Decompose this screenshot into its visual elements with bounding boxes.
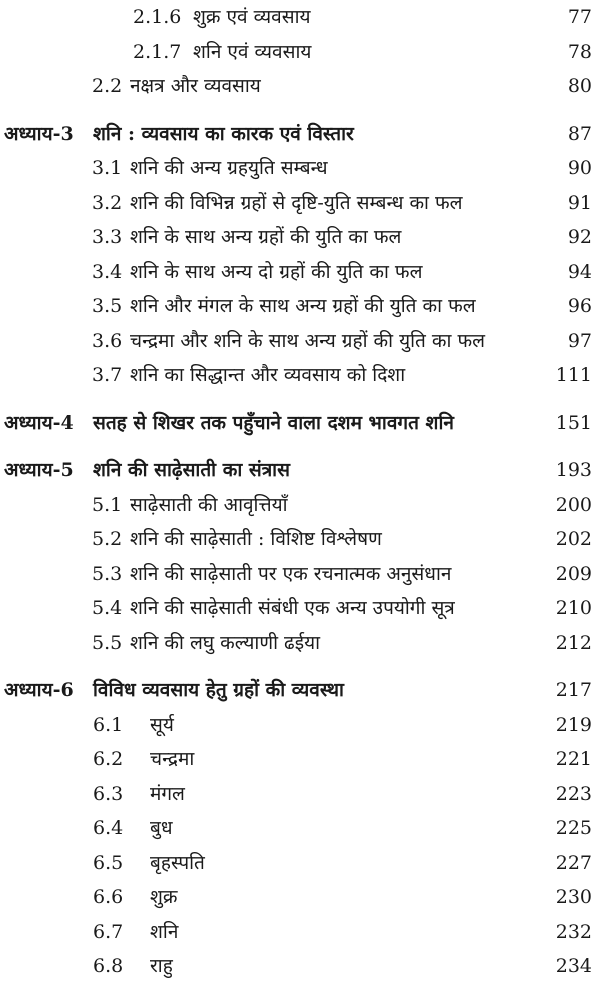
entry-number: 6.2 — [93, 748, 124, 770]
entry-page-number: 97 — [567, 329, 592, 352]
entry-title: शनि और मंगल के साथ अन्य ग्रहों की युति का फल — [130, 295, 476, 317]
entry-page-number: 77 — [567, 6, 592, 28]
entry-page-number: 87 — [567, 122, 592, 145]
toc-section-entry — [0, 220, 600, 255]
entry-number: 3.3 — [92, 226, 123, 248]
toc-chapter-entry — [0, 673, 600, 708]
entry-title: शनि — [150, 920, 179, 943]
entry-title: शनि की साढ़ेसाती संबंधी एक अन्य उपयोगी सूत्र — [130, 597, 455, 619]
toc-section-entry — [0, 69, 600, 104]
toc-section-entry — [0, 708, 600, 743]
entry-page-number: 151 — [555, 411, 592, 434]
entry-page-number: 230 — [555, 886, 592, 908]
entry-number: अध्याय-4 — [4, 411, 74, 434]
entry-title: नक्षत्र और व्यवसाय — [130, 75, 261, 97]
toc-chapter-entry — [0, 406, 600, 441]
entry-page-number: 193 — [555, 459, 592, 481]
entry-page-number: 219 — [555, 713, 592, 736]
toc-section-entry — [0, 35, 600, 70]
entry-number: 2.1.6 — [133, 6, 182, 28]
toc-section-entry — [0, 591, 600, 626]
entry-title: शनि की अन्य ग्रहयुति सम्बन्ध — [130, 157, 328, 179]
entry-title: शनि की साढ़ेसाती : विशिष्ट विश्लेषण — [130, 528, 382, 550]
entry-title: शनि की लघु कल्याणी ढईया — [130, 631, 321, 654]
toc-section-entry — [0, 151, 600, 186]
entry-number: अध्याय-3 — [4, 122, 74, 145]
entry-title: राहु — [150, 955, 173, 977]
toc-section-entry — [0, 880, 600, 915]
entry-title: शनि के साथ अन्य ग्रहों की युति का फल — [130, 226, 402, 248]
entry-page-number: 223 — [555, 782, 592, 805]
toc-section-entry — [0, 557, 600, 592]
entry-number: 6.8 — [93, 955, 124, 977]
entry-page-number: 90 — [567, 157, 592, 179]
entry-number: 6.1 — [93, 713, 124, 736]
entry-page-number: 209 — [555, 562, 592, 585]
entry-number: अध्याय-5 — [4, 459, 74, 481]
entry-page-number: 91 — [567, 191, 592, 214]
entry-page-number: 212 — [555, 631, 592, 654]
entry-number: 3.4 — [92, 260, 123, 283]
toc-section-entry — [0, 742, 600, 777]
toc-section-entry — [0, 522, 600, 557]
entry-number: 3.7 — [92, 364, 123, 386]
entry-title: चन्द्रमा और शनि के साथ अन्य ग्रहों की युति का फल — [130, 329, 485, 352]
entry-number: अध्याय-6 — [4, 679, 74, 701]
toc-section-entry — [0, 255, 600, 290]
entry-page-number: 217 — [555, 679, 592, 701]
toc-section-entry — [0, 0, 600, 35]
toc-section-entry — [0, 846, 600, 881]
toc-section-entry — [0, 777, 600, 812]
entry-number: 5.2 — [92, 528, 123, 550]
toc-chapter-entry — [0, 453, 600, 488]
entry-page-number: 200 — [555, 493, 592, 516]
entry-page-number: 202 — [555, 528, 592, 550]
toc-section-entry — [0, 324, 600, 359]
entry-title: चन्द्रमा — [150, 748, 195, 770]
entry-title: शनि एवं व्यवसाय — [193, 40, 312, 63]
entry-title: मंगल — [150, 782, 185, 805]
entry-page-number: 210 — [555, 597, 592, 619]
entry-title: शनि की साढ़ेसाती का संत्रास — [93, 459, 290, 481]
entry-number: 3.6 — [92, 329, 123, 352]
entry-page-number: 92 — [567, 226, 592, 248]
entry-number: 6.7 — [93, 920, 124, 943]
entry-title: शनि की विभिन्न ग्रहों से दृष्टि-युति सम्बन्ध का फल — [130, 191, 463, 214]
entry-title: शनि : व्यवसाय का कारक एवं विस्तार — [93, 122, 354, 145]
entry-number: 2.2 — [92, 75, 123, 97]
entry-number: 6.6 — [93, 886, 124, 908]
toc-section-entry — [0, 358, 600, 393]
entry-title: शनि की साढ़ेसाती पर एक रचनात्मक अनुसंधान — [130, 562, 452, 585]
entry-number: 5.5 — [92, 631, 123, 654]
entry-page-number: 94 — [567, 260, 592, 283]
entry-title: सतह से शिखर तक पहुँचाने वाला दशम भावगत शनि — [93, 411, 454, 434]
entry-page-number: 80 — [567, 75, 592, 97]
entry-title: शुक्र — [150, 886, 178, 908]
entry-number: 3.1 — [92, 157, 123, 179]
entry-title: बृहस्पति — [150, 851, 205, 874]
entry-page-number: 225 — [555, 817, 592, 839]
entry-title: शुक्र एवं व्यवसाय — [193, 6, 311, 28]
toc-section-entry — [0, 289, 600, 324]
entry-page-number: 221 — [555, 748, 592, 770]
entry-number: 2.1.7 — [133, 40, 182, 63]
entry-title: सूर्य — [150, 713, 174, 736]
toc-section-entry — [0, 949, 600, 984]
entry-title: विविध व्यवसाय हेतु ग्रहों की व्यवस्था — [93, 679, 344, 701]
entry-number: 5.3 — [92, 562, 123, 585]
entry-number: 6.5 — [93, 851, 124, 874]
entry-page-number: 234 — [555, 955, 592, 977]
toc-chapter-entry — [0, 117, 600, 152]
entry-page-number: 232 — [555, 920, 592, 943]
toc-section-entry — [0, 488, 600, 523]
entry-number: 5.4 — [92, 597, 123, 619]
entry-page-number: 96 — [567, 295, 592, 317]
entry-title: साढ़ेसाती की आवृत्तियाँ — [130, 493, 288, 516]
entry-number: 3.2 — [92, 191, 123, 214]
entry-title: शनि के साथ अन्य दो ग्रहों की युति का फल — [130, 260, 423, 283]
entry-page-number: 111 — [555, 364, 592, 386]
entry-title: शनि का सिद्धान्त और व्यवसाय को दिशा — [130, 364, 406, 386]
toc-section-entry — [0, 186, 600, 221]
entry-page-number: 227 — [555, 851, 592, 874]
entry-title: बुध — [150, 817, 173, 839]
toc-section-entry — [0, 915, 600, 950]
entry-number: 6.4 — [93, 817, 124, 839]
toc-section-entry — [0, 811, 600, 846]
entry-page-number: 78 — [567, 40, 592, 63]
entry-number: 6.3 — [93, 782, 124, 805]
toc-section-entry — [0, 626, 600, 661]
entry-number: 5.1 — [92, 493, 123, 516]
entry-number: 3.5 — [92, 295, 123, 317]
